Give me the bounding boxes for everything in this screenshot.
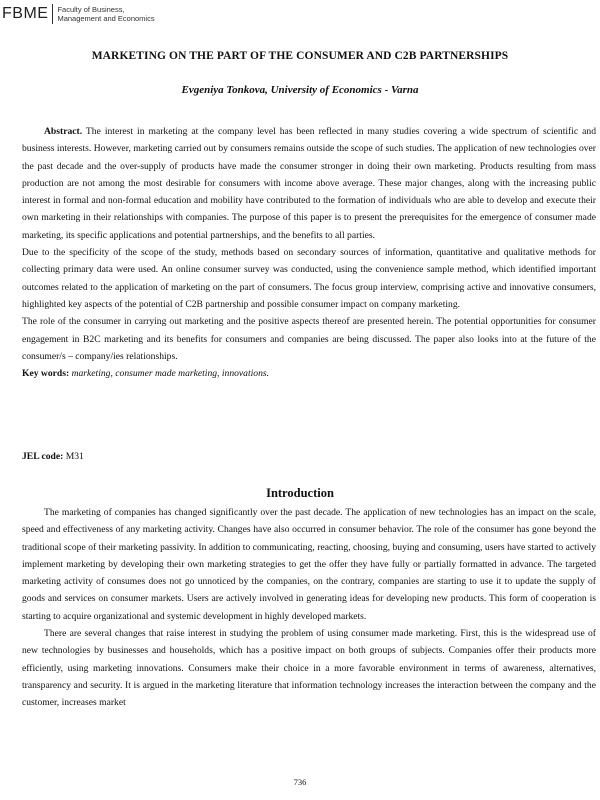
section-heading-introduction: Introduction (266, 486, 334, 500)
jel-value: M31 (65, 451, 84, 462)
paper-author: Evgeniya Tonkova, University of Economics - Varna (181, 84, 419, 96)
page-number: 736 (293, 777, 307, 787)
abstract-text-1: The interest in marketing at the company level has been reflected in many studies covering a wide spectrum of scientific and business interests. However, marketing carried out by consumers remains outside the scope of such studies. The application of new technologies over the past decade and the over-supply of products have made the consumer stronger in doing their own marketing. Products resulting from mass production are not among the most desirable for consumers with income above average. These major changes, along with the increasing public interest in formal and non-formal education and mobility have contributed to the formation of individuals who are able to develop and execute their own marketing in their relationships with companies. The purpose of this paper is to present the prerequisites for the emergence of consumer made marketing, its specific applications and potential partnerships, and the benefits to all parties. (22, 126, 596, 241)
logo-mark: FBME (2, 4, 53, 24)
fbme-logo (2, 4, 155, 24)
keywords-values: marketing, consumer made marketing, innovations. (71, 368, 270, 380)
logo-caption-line2: Management and Economics (57, 13, 155, 23)
intro-paragraph-1: The marketing of companies has changed significantly over the past decade. The application of new technologies has an impact on the scale, speed and effectiveness of any marketing activity. Changes have also occurred in consumer behavior. The role of the consumer has gone beyond the traditional scope of their marketing passivity. In addition to communicating, reacting, choosing, buying and consuming, users have started to actively implement marketing by developing their own marketing strategies to get the offer they have fully or partially formatted in advance. The targeted marketing activity of consumes does not go unnoticed by the companies, on the contrary, companies are starting to use it to update the supply of goods and services on consumer markets. Users are actively involved in generating ideas for developing new products. This form of cooperation is starting to acquire organizational and systemic development in highly developed markets. (22, 507, 596, 622)
keywords-label: Key words: (22, 368, 70, 380)
logo-caption (53, 4, 154, 24)
jel-label: JEL code: (22, 451, 64, 462)
paper-title: MARKETING ON THE PART OF THE CONSUMER AND C2B PARTNERSHIPS (91, 50, 509, 62)
logo-caption-line1: Faculty of Business, (57, 5, 125, 14)
abstract-paragraph-3: The role of the consumer in carrying out marketing and the positive aspects thereof are presented herein. The potential opportunities for consumer engagement in B2C marketing and its benefits for consumers and companies are being discussed. The paper also looks into at the future of the consumer/s – company/ies relationships. (22, 316, 596, 362)
introduction-section (22, 504, 596, 712)
abstract-section (22, 123, 596, 382)
abstract-label: Abstract. (44, 126, 83, 137)
keywords-line (22, 365, 596, 382)
jel-code-line (22, 451, 84, 462)
intro-paragraph-2: There are several changes that raise interest in studying the problem of using consumer made marketing. First, this is the widespread use of new technologies by businesses and households, which has a positive impact on both groups of subjects. Companies offer their products more efficiently, using marketing innovations. Consumers make their choice in a more favorable environment in terms of awareness, alternatives, transparency and security. It is argued in the marketing literature that information technology increases the interaction between the company and the customer, increases market (22, 628, 596, 709)
abstract-paragraph-2: Due to the specificity of the scope of the study, methods based on secondary sources of information, quantitative and qualitative methods for collecting primary data were used. An online consumer survey was conducted, using the convenience sample method, which identified important outcomes related to the application of marketing on the part of consumers. The focus group interview, comprising active and innovative consumers, highlighted key aspects of the potential of C2B partnership and possible consumer impact on company marketing. (22, 247, 596, 310)
abstract-paragraph-1 (22, 123, 596, 244)
